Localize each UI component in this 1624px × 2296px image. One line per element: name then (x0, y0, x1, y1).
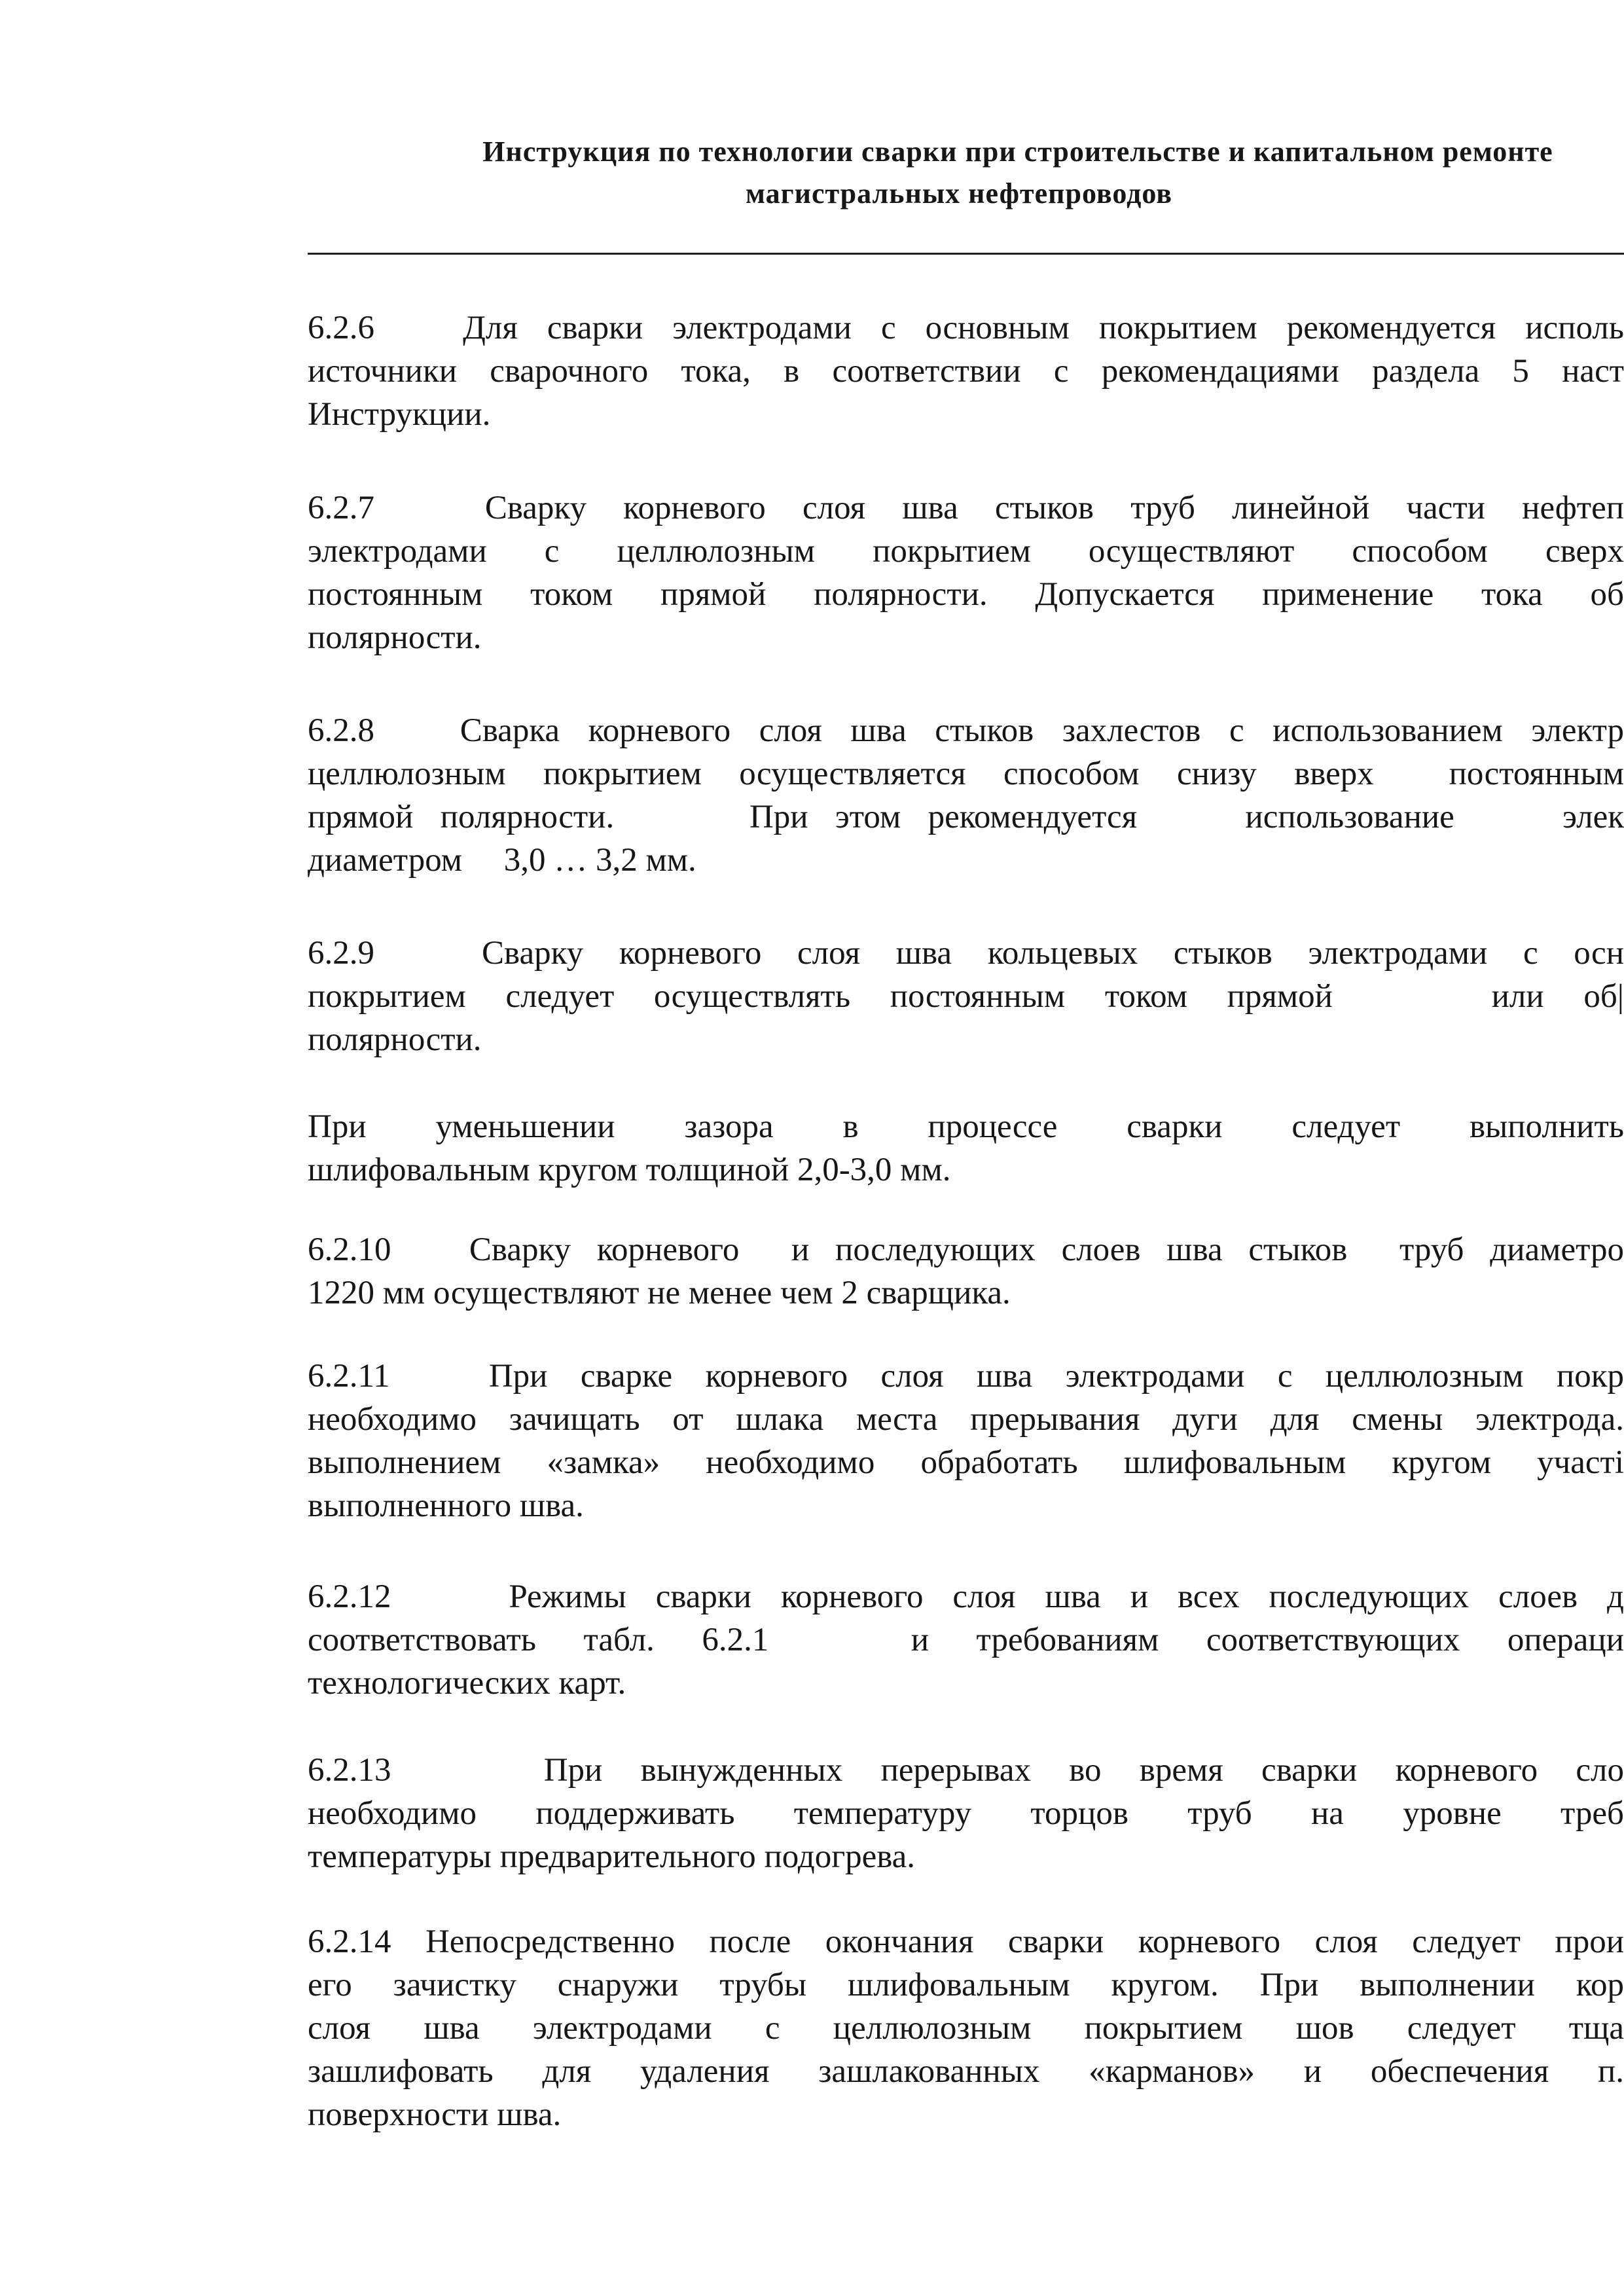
paragraph-line: целлюлозным покрытием осуществляется способом снизу вверх постоянным (308, 756, 1624, 792)
header-title-line-1: Инструкция по технологии сварки при строительстве и капитальном ремонте (482, 136, 1553, 168)
paragraph-line: слоя шва электродами с целлюлозным покрытием шов следует тща (308, 2010, 1624, 2047)
paragraph-line: соответствовать табл. 6.2.1 и требованиям соответствующих операци (308, 1622, 1624, 1658)
paragraph-line: 6.2.6 Для сварки электродами с основным покрытием рекомендуется исполь (308, 310, 1624, 346)
paragraph-line: 6.2.10 Сварку корневого и последующих слоев шва стыков труб диаметро (308, 1231, 1624, 1268)
paragraph-6-2-6 (308, 306, 1624, 436)
paragraph-line: источники сварочного тока, в соответствии с рекомендациями раздела 5 наст (308, 353, 1624, 390)
header-title-line-2: магистральных нефтепроводов (745, 177, 1173, 210)
paragraph-6-2-13 (308, 1749, 1624, 1878)
paragraph-line: прямой полярности. При этом рекомендуется использование элек (308, 799, 1624, 835)
paragraph-line: шлифовальным кругом толщиной 2,0-3,0 мм. (308, 1152, 951, 1188)
paragraph-line: его зачистку снаружи трубы шлифовальным кругом. При выполнении кор (308, 1967, 1624, 2003)
paragraph-line: необходимо поддерживать температуру торцов труб на уровне треб (308, 1795, 1624, 1832)
paragraph-line: Инструкции. (308, 396, 491, 433)
paragraph-6-2-12 (308, 1575, 1624, 1705)
header-divider (308, 253, 1624, 255)
paragraph-line: При уменьшении зазора в процессе сварки следует выполнить (308, 1108, 1624, 1145)
paragraph-6-2-10 (308, 1228, 1624, 1315)
paragraph-line: выполненного шва. (308, 1487, 584, 1524)
paragraph-line: покрытием следует осуществлять постоянным током прямой или об| (308, 978, 1624, 1015)
paragraph-line: диаметром 3,0 … 3,2 мм. (308, 842, 696, 879)
paragraph-line: 6.2.7 Сварку корневого слоя шва стыков труб линейной части нефтеп (308, 490, 1624, 526)
paragraph-line: зашлифовать для удаления зашлакованных «карманов» и обеспечения п. (308, 2053, 1624, 2090)
paragraph-6-2-14 (308, 1920, 1624, 2136)
paragraph-6-2-9 (308, 932, 1624, 1061)
paragraph-line: полярности. (308, 619, 482, 656)
paragraph-line: необходимо зачищать от шлака места прерывания дуги для смены электрода. (308, 1401, 1624, 1438)
paragraph-line: постоянным током прямой полярности. Допускается применение тока об (308, 576, 1624, 613)
paragraph-line: 6.2.11 При сварке корневого слоя шва электродами с целлюлозным покр (308, 1358, 1624, 1394)
paragraph-line: 1220 мм осуществляют не менее чем 2 сварщика. (308, 1275, 1011, 1311)
document-header (308, 131, 1610, 215)
paragraph-line: выполнением «замка» необходимо обработать шлифовальным кругом участі (308, 1444, 1624, 1481)
paragraph-line: электродами с целлюлозным покрытием осуществляют способом сверх (308, 533, 1624, 570)
paragraph-line: технологических карт. (308, 1665, 626, 1702)
paragraph-line: полярности. (308, 1021, 482, 1058)
paragraph-6-2-11 (308, 1355, 1624, 1527)
paragraph-6-2-8 (308, 709, 1624, 882)
paragraph-line: 6.2.13 При вынужденных перерывах во время сварки корневого сло (308, 1752, 1624, 1789)
paragraph-line: 6.2.9 Сварку корневого слоя шва кольцевых стыков электродами с осн (308, 935, 1624, 972)
paragraph-gap-reduction (308, 1105, 1624, 1192)
paragraph-line: 6.2.12 Режимы сварки корневого слоя шва и всех последующих слоев д (308, 1578, 1624, 1615)
paragraph-line: 6.2.8 Сварка корневого слоя шва стыков захлестов с использованием электр (308, 712, 1624, 749)
paragraph-line: температуры предварительного подогрева. (308, 1838, 916, 1875)
paragraph-line: поверхности шва. (308, 2096, 562, 2133)
paragraph-line: 6.2.14 Непосредственно после окончания сварки корневого слоя следует прои (308, 1923, 1624, 1960)
paragraph-6-2-7 (308, 486, 1624, 659)
